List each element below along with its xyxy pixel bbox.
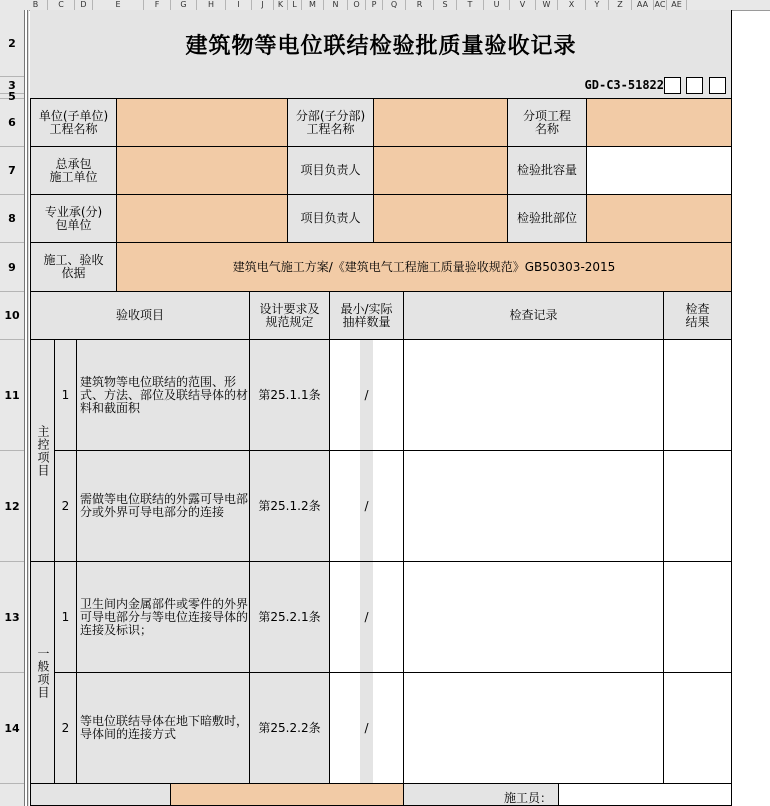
row-header-cell[interactable]: 13: [0, 562, 24, 673]
row-header-cell[interactable]: 6: [0, 99, 24, 147]
row14-input[interactable]: [171, 784, 404, 806]
item-record[interactable]: [404, 673, 664, 784]
header-spec: 设计要求及 规范规定: [250, 292, 330, 340]
form-code: GD-C3-51822: [584, 77, 664, 92]
column-header-cell[interactable]: Z: [609, 0, 632, 10]
row-header-cell[interactable]: 14: [0, 673, 24, 784]
item-desc: 等电位联结导体在地下暗敷时，导体间的连接方式: [77, 673, 250, 784]
item-sample[interactable]: /: [330, 451, 404, 562]
column-header-cell[interactable]: Y: [586, 0, 609, 10]
batch-location-label: 检验批部位: [508, 195, 587, 243]
unit-project-input[interactable]: [117, 99, 288, 147]
item-no: 2: [55, 673, 77, 784]
batch-capacity-label: 检验批容量: [508, 147, 587, 195]
project-lead-label-2: 项目负责人: [288, 195, 374, 243]
column-header-cell[interactable]: G: [171, 0, 197, 10]
row-header-cell[interactable]: 12: [0, 451, 24, 562]
row-header-cell[interactable]: 3: [0, 77, 24, 94]
main-group-label: [31, 340, 55, 562]
column-header-cell[interactable]: E: [93, 0, 144, 10]
item-spec: 第25.1.2条: [250, 451, 330, 562]
column-header-cell[interactable]: R: [406, 0, 434, 10]
column-header-cell[interactable]: B: [24, 0, 48, 10]
general-group-label: [31, 562, 55, 784]
row-header-cell[interactable]: 7: [0, 147, 24, 195]
item-sample[interactable]: /: [330, 673, 404, 784]
column-header-cell[interactable]: X: [558, 0, 586, 10]
row14-label: [31, 784, 171, 806]
column-header-cell[interactable]: N: [324, 0, 348, 10]
row-header-cell[interactable]: 2: [0, 10, 24, 77]
item-spec: 第25.1.1条: [250, 340, 330, 451]
item-record[interactable]: [404, 562, 664, 673]
item-result[interactable]: [664, 451, 732, 562]
column-header-cell[interactable]: V: [510, 0, 536, 10]
batch-location-input[interactable]: [587, 195, 732, 243]
item-result[interactable]: [664, 562, 732, 673]
project-lead-input[interactable]: [374, 147, 508, 195]
code-box-2[interactable]: [686, 77, 703, 94]
item-desc: 卫生间内金属部件或零件的外界可导电部分与等电位连接导体的连接及标识；: [77, 562, 250, 673]
column-header-cell[interactable]: U: [484, 0, 510, 10]
project-lead-label: 项目负责人: [288, 147, 374, 195]
column-header-cell[interactable]: J: [252, 0, 274, 10]
freeze-pane-divider[interactable]: [24, 10, 29, 806]
item-spec: 第25.2.2条: [250, 673, 330, 784]
item-sample[interactable]: /: [330, 340, 404, 451]
column-header-cell[interactable]: AC: [654, 0, 666, 9]
column-header-cell[interactable]: D: [75, 0, 93, 10]
item-no: 2: [55, 451, 77, 562]
item-record[interactable]: [404, 340, 664, 451]
unit-project-label: 单位(子单位) 工程名称: [31, 99, 117, 147]
item-record[interactable]: [404, 451, 664, 562]
item-result[interactable]: [664, 673, 732, 784]
main-group-text: 主控项目: [36, 424, 50, 477]
basis-value[interactable]: 建筑电气施工方案/《建筑电气工程施工质量验收规范》GB50303-2015: [117, 243, 732, 292]
column-header-cell[interactable]: S: [434, 0, 457, 10]
item-desc: 需做等电位联结的外露可导电部分或外界可导电部分的连接: [77, 451, 250, 562]
general-contractor-input[interactable]: [117, 147, 288, 195]
general-group-text: 一般项目: [36, 646, 50, 699]
row-header-bar: [0, 10, 25, 806]
column-header-cell[interactable]: O: [348, 0, 366, 10]
general-contractor-label: 总承包 施工单位: [31, 147, 117, 195]
sub-project-input[interactable]: [374, 99, 508, 147]
basis-label: 施工、验收 依据: [31, 243, 117, 292]
item-project-label: 分项工程 名称: [508, 99, 587, 147]
code-box-1[interactable]: [664, 77, 681, 94]
column-header-cell[interactable]: AE: [667, 0, 687, 10]
header-inspection-item: 验收项目: [31, 292, 250, 340]
column-header-cell[interactable]: L: [288, 0, 302, 10]
column-header-cell[interactable]: AA: [632, 0, 654, 10]
row-header-cell[interactable]: 11: [0, 340, 24, 451]
specialty-contractor-input[interactable]: [117, 195, 288, 243]
header-sample: 最小/实际 抽样数量: [330, 292, 404, 340]
header-result: 检查 结果: [664, 292, 732, 340]
column-header-cell[interactable]: Q: [383, 0, 406, 10]
item-desc: 建筑物等电位联结的范围、形式、方法、部位及联结导体的材料和截面积: [77, 340, 250, 451]
specialty-contractor-label: 专业承(分) 包单位: [31, 195, 117, 243]
item-project-input[interactable]: [587, 99, 732, 147]
row-header-cell[interactable]: 9: [0, 243, 24, 292]
column-header-cell[interactable]: T: [457, 0, 484, 10]
column-header-cell[interactable]: C: [48, 0, 75, 10]
item-no: 1: [55, 340, 77, 451]
column-header-cell[interactable]: P: [366, 0, 383, 10]
code-box-3[interactable]: [709, 77, 726, 94]
column-header-cell[interactable]: K: [274, 0, 288, 10]
row-header-cell[interactable]: 10: [0, 292, 24, 340]
column-header-cell[interactable]: F: [144, 0, 171, 10]
foreman-input[interactable]: [559, 784, 732, 806]
batch-capacity-input[interactable]: [587, 147, 732, 195]
row-header-cell[interactable]: 5: [0, 94, 24, 99]
sub-project-label: 分部(子分部) 工程名称: [288, 99, 374, 147]
row-header-cell[interactable]: 8: [0, 195, 24, 243]
column-header-cell[interactable]: M: [302, 0, 324, 10]
foreman-label: 施工员：: [404, 784, 559, 806]
column-header-cell[interactable]: I: [226, 0, 252, 10]
item-no: 1: [55, 562, 77, 673]
column-header-cell[interactable]: H: [197, 0, 226, 10]
project-lead-input-2[interactable]: [374, 195, 508, 243]
item-spec: 第25.2.1条: [250, 562, 330, 673]
form-title: 建筑物等电位联结检验批质量验收记录: [185, 33, 577, 59]
header-record: 检查记录: [404, 292, 664, 340]
item-sample[interactable]: /: [330, 562, 404, 673]
column-header-cell[interactable]: W: [536, 0, 558, 10]
item-result[interactable]: [664, 340, 732, 451]
